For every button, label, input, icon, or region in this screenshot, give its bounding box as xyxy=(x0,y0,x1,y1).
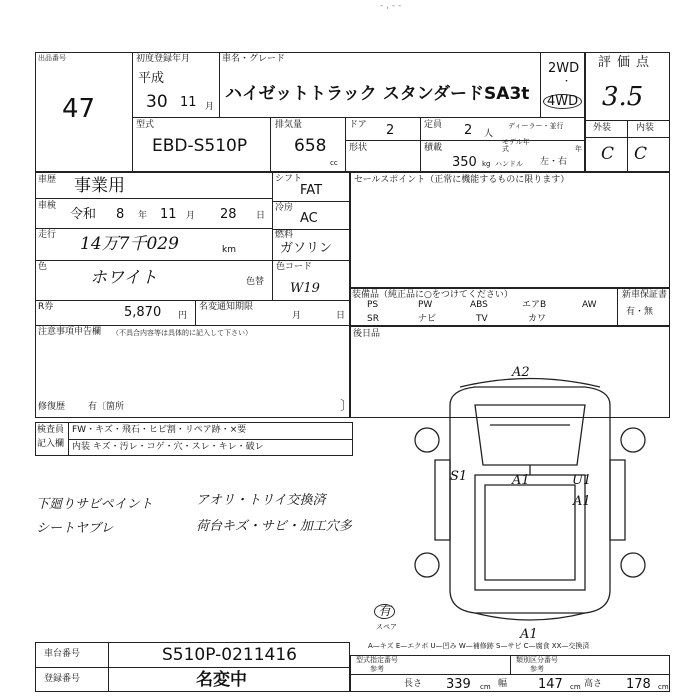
width: 147 xyxy=(538,677,563,692)
equip-aw: AW xyxy=(582,300,597,310)
color-code: W19 xyxy=(290,281,320,296)
equip-abs: ABS xyxy=(470,300,488,310)
width-unit: cm xyxy=(570,683,581,691)
cc-unit: cc xyxy=(330,159,338,167)
kg-unit: kg xyxy=(482,160,491,168)
ext-grade: C xyxy=(601,144,615,164)
dealer-label: ディーラー・並行 xyxy=(508,122,564,130)
month-unit: 月 xyxy=(205,102,215,112)
reg-year: 30 xyxy=(146,92,168,112)
equip-sr: SR xyxy=(367,314,379,324)
note-right-2: 荷台キズ・サビ・加工穴多 xyxy=(196,519,352,534)
damage-mark-right-1: U1 xyxy=(572,473,592,488)
spare-label: スペア xyxy=(376,623,397,631)
warranty: 有・無 xyxy=(626,307,654,317)
ext-label: 外装 xyxy=(593,123,612,133)
height-unit: cm xyxy=(658,683,669,691)
doors: 2 xyxy=(386,123,395,138)
name-change-label: 名変通知期限 xyxy=(199,302,254,312)
spare-mark: 有 xyxy=(374,604,395,619)
mileage: 14万7千029 xyxy=(80,234,179,254)
shift-label: シフト xyxy=(275,174,303,184)
ref-2: 参考 xyxy=(530,665,544,673)
regno-label: 登録番号 xyxy=(44,674,81,684)
model-value: EBD-S510P xyxy=(152,136,248,156)
km-unit: km xyxy=(222,245,236,255)
repair-value: 有〔箇所 xyxy=(88,402,125,412)
repair-label: 修復歴 xyxy=(38,402,66,412)
type-label: 型式指定番号 xyxy=(356,656,398,664)
score-label: 評価点 xyxy=(598,55,656,70)
mileage-label: 走行 xyxy=(38,230,57,240)
damage-mark-left: S1 xyxy=(450,469,468,484)
damage-legend: A—キズ E—エクボ U—凹み W—補修跡 S—サビ C—腐食 XX—交換済 xyxy=(368,642,590,650)
year-unit: 年 xyxy=(575,145,582,153)
door-label: ドア xyxy=(349,120,367,130)
equip-ps: PS xyxy=(367,300,379,310)
reg-label: 初度登録年月 xyxy=(136,54,191,64)
load-label: 積載 xyxy=(424,143,443,153)
height-label: 高さ xyxy=(584,679,603,689)
reg-era: 平成 xyxy=(138,71,165,86)
history-label: 車歴 xyxy=(38,175,57,185)
score: 3.5 xyxy=(602,82,644,112)
equip-pw: PW xyxy=(418,300,433,310)
inspection-label: 車検 xyxy=(38,201,57,211)
warranty-label: 新車保証書 xyxy=(622,290,668,300)
fuel-label: 燃料 xyxy=(275,230,294,240)
color: ホワイト xyxy=(90,268,158,288)
ac-label: 冷房 xyxy=(275,203,294,213)
model-label: 型式 xyxy=(136,120,155,130)
ref-1: 参考 xyxy=(370,665,384,673)
equip-kawa: カワ xyxy=(528,314,547,324)
int-label: 内装 xyxy=(636,123,655,133)
note-left-2: シートヤブレ xyxy=(36,521,114,536)
insp-day-unit: 日 xyxy=(256,211,266,221)
top-mark: - , - - xyxy=(380,1,402,11)
damage-mark-rear: A1 xyxy=(520,627,538,642)
insp-era: 令和 xyxy=(70,207,97,222)
nc-month: 月 xyxy=(292,311,302,321)
name-label: 車名・グレード xyxy=(222,54,286,64)
damage-mark-front: A2 xyxy=(512,365,530,380)
reg-month: 11 xyxy=(180,95,197,110)
color-label: 色 xyxy=(38,262,48,272)
int-grade: C xyxy=(634,144,648,164)
inspector-label-2: 記入欄 xyxy=(37,439,65,449)
recycle: 5,870 xyxy=(124,305,162,320)
len-label: 長さ xyxy=(404,679,423,689)
handle: 左・右 xyxy=(540,157,568,167)
drive-2wd: 2WD xyxy=(548,61,580,76)
notes-sub: （不具合内容等は具体的に記入して下さい） xyxy=(112,329,252,337)
note-right-1: アオリ・トリイ交換済 xyxy=(196,493,326,508)
shift: FAT xyxy=(300,183,323,198)
len-unit: cm xyxy=(480,683,491,691)
yen-unit: 円 xyxy=(178,311,188,321)
insp-year: 8 xyxy=(116,207,125,222)
capacity: 2 xyxy=(464,123,473,138)
equip-airbag: エアB xyxy=(522,300,547,310)
insp-month: 11 xyxy=(160,207,177,222)
damage-mark-bed: A1 xyxy=(512,473,530,488)
sales-label: セールスポイント（正常に機能するものに限ります） xyxy=(354,175,570,185)
cap-label: 定員 xyxy=(424,120,443,130)
chassis-label: 車台番号 xyxy=(44,649,81,659)
shape-label: 形状 xyxy=(349,143,368,153)
venue-label: 出品番号 xyxy=(38,54,66,62)
insp-day: 28 xyxy=(220,207,237,222)
inspector-row-2: 内装 キズ・汚レ・コゲ・穴・スレ・キレ・破レ xyxy=(72,442,264,452)
disp-label: 排気量 xyxy=(275,120,303,130)
height: 178 xyxy=(626,677,651,692)
person-unit: 人 xyxy=(484,129,494,139)
color-change-label: 色替 xyxy=(246,277,265,287)
color-code-label: 色コード xyxy=(276,262,313,272)
regno: 名変中 xyxy=(196,670,247,690)
car-name: ハイゼットトラック スタンダードSA3t xyxy=(225,84,530,104)
handle-label: ハンドル xyxy=(495,160,523,168)
chassis-number: S510P-0211416 xyxy=(162,645,297,665)
usage: 事業用 xyxy=(74,176,125,196)
equip-navi: ナビ xyxy=(418,314,437,324)
notes-label: 注意事項申告欄 xyxy=(38,327,102,337)
fuel: ガソリン xyxy=(280,241,333,256)
lot-number: 47 xyxy=(62,94,96,124)
model-year-label: モデル年式 xyxy=(502,138,530,153)
sales-block xyxy=(350,172,670,288)
insp-month-unit: 月 xyxy=(186,211,196,221)
displacement: 658 xyxy=(294,136,327,156)
recycle-label: R券 xyxy=(38,302,54,312)
nc-day: 日 xyxy=(336,311,346,321)
drive-4wd: 4WD xyxy=(543,94,582,109)
equip-tv: TV xyxy=(476,314,488,324)
car-diagram xyxy=(405,365,655,635)
load: 350 xyxy=(452,155,477,170)
equipment-label: 装備品（純正品に○をつけてください） xyxy=(352,290,513,300)
inspector-row-1: FW・キズ・飛石・ヒビ割・リペア跡・×要 xyxy=(72,425,247,435)
ac: AC xyxy=(300,211,318,226)
class-label: 類別区分番号 xyxy=(516,656,558,664)
note-left-1: 下廻りサビペイント xyxy=(36,497,153,512)
after-parts-label: 後日品 xyxy=(353,329,381,339)
length: 339 xyxy=(446,677,471,692)
width-label: 幅 xyxy=(498,679,508,689)
repair-bracket: 〕 xyxy=(340,399,354,414)
damage-mark-right-2: A1 xyxy=(573,494,591,509)
inspector-label-1: 検査員 xyxy=(37,425,65,435)
insp-year-unit: 年 xyxy=(138,211,148,221)
drive-dot: ・ xyxy=(562,77,572,87)
